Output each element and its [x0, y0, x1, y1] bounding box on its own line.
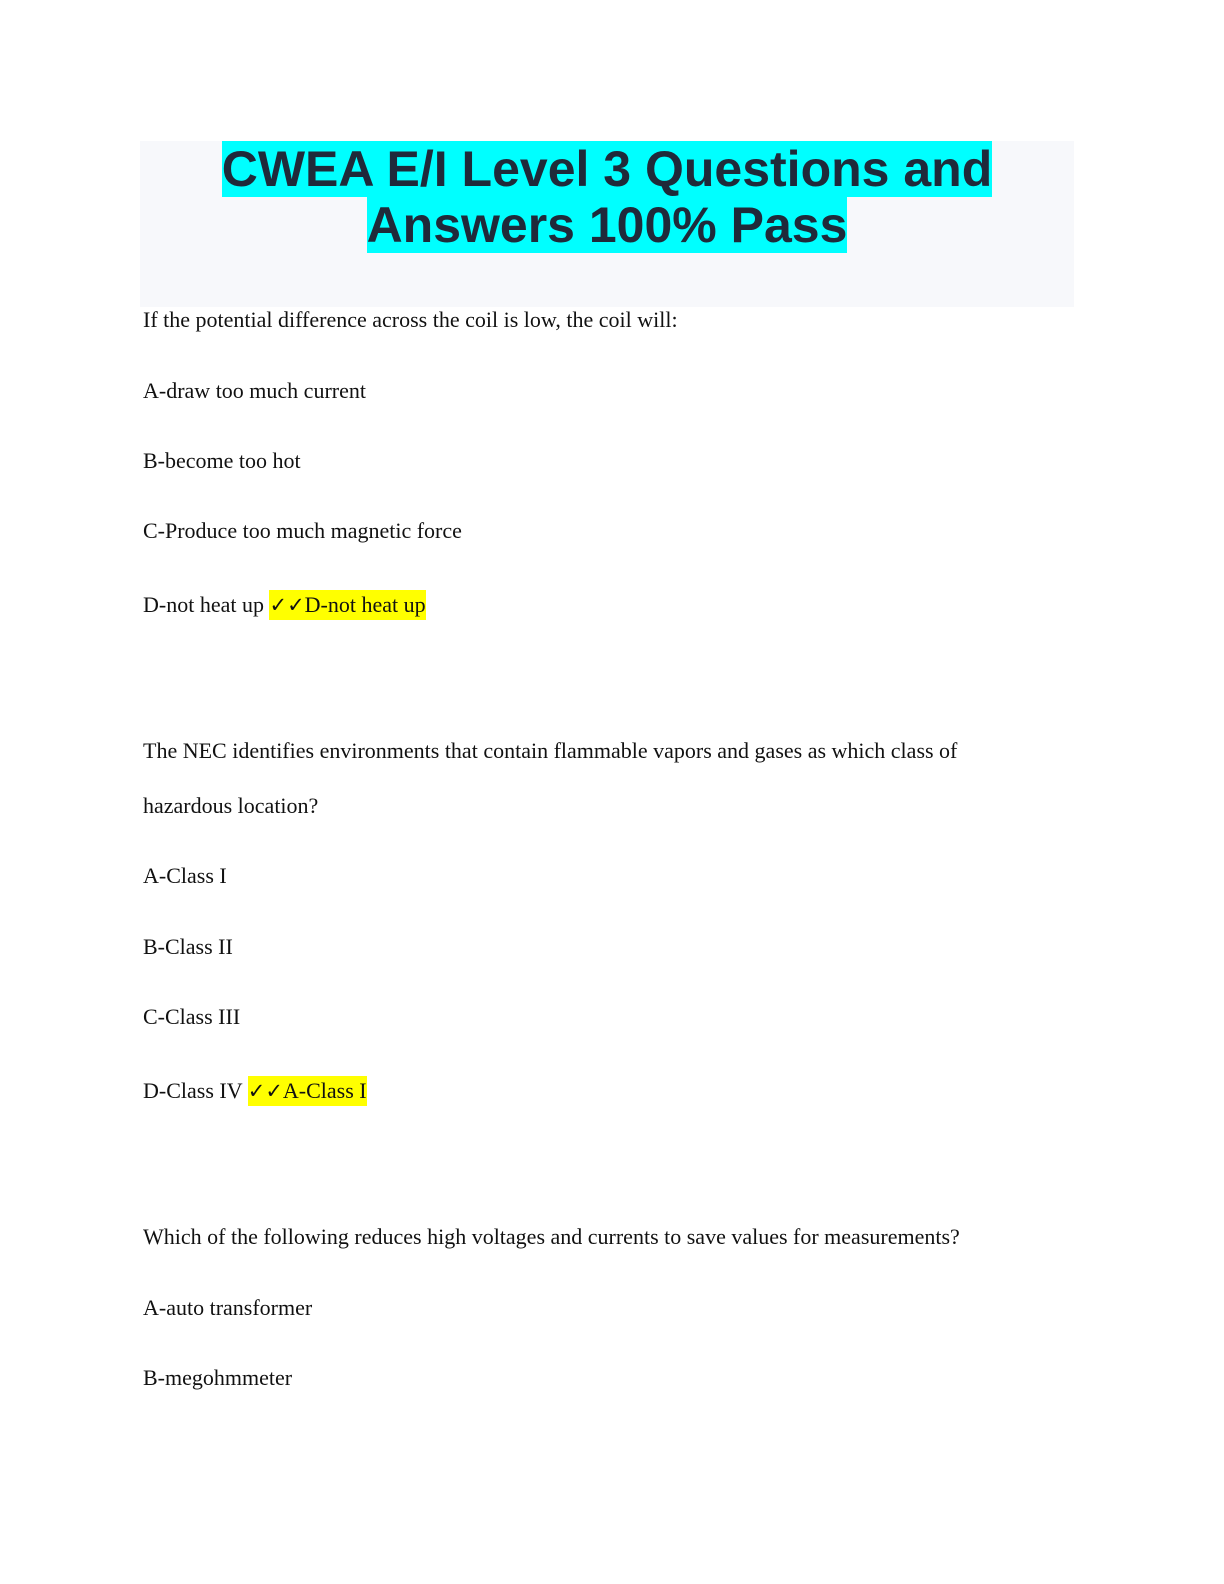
question-1-option-b: B-become too hot [143, 448, 301, 473]
question-1-option-c: C-Produce too much magnetic force [143, 518, 462, 543]
question-2-text-line-2: hazardous location? [143, 793, 319, 818]
question-1-answer: D-not heat up [304, 592, 426, 617]
question-3-text: Which of the following reduces high voltages and currents to save values for measurements? [143, 1224, 960, 1249]
question-2-option-c: C-Class III [143, 1004, 241, 1029]
double-check-icon: ✓✓ [247, 1079, 283, 1103]
question-1-option-d: D-not heat up [143, 592, 264, 617]
question-2-answer-highlight [248, 1076, 367, 1106]
question-3-option-b: B-megohmmeter [143, 1365, 293, 1390]
question-2-answer: A-Class I [282, 1078, 367, 1103]
question-1-option-d-row [143, 591, 426, 619]
question-1-answer-highlight [269, 590, 425, 620]
title-line-2: Answers 100% Pass [366, 197, 848, 253]
title-line-1: CWEA E/I Level 3 Questions and [221, 141, 993, 197]
question-2-option-a: A-Class I [143, 863, 227, 888]
double-check-icon: ✓✓ [269, 593, 305, 617]
question-2-option-d-row [143, 1077, 367, 1105]
question-2-option-b: B-Class II [143, 934, 233, 959]
question-2-text-line-1: The NEC identifies environments that contain flammable vapors and gases as which class of [143, 738, 958, 763]
document-title [140, 141, 1074, 253]
question-3-option-a: A-auto transformer [143, 1295, 313, 1320]
question-1-option-a: A-draw too much current [143, 378, 366, 403]
question-2-option-d: D-Class IV [143, 1078, 243, 1103]
question-1-text: If the potential difference across the coil is low, the coil will: [143, 307, 678, 332]
